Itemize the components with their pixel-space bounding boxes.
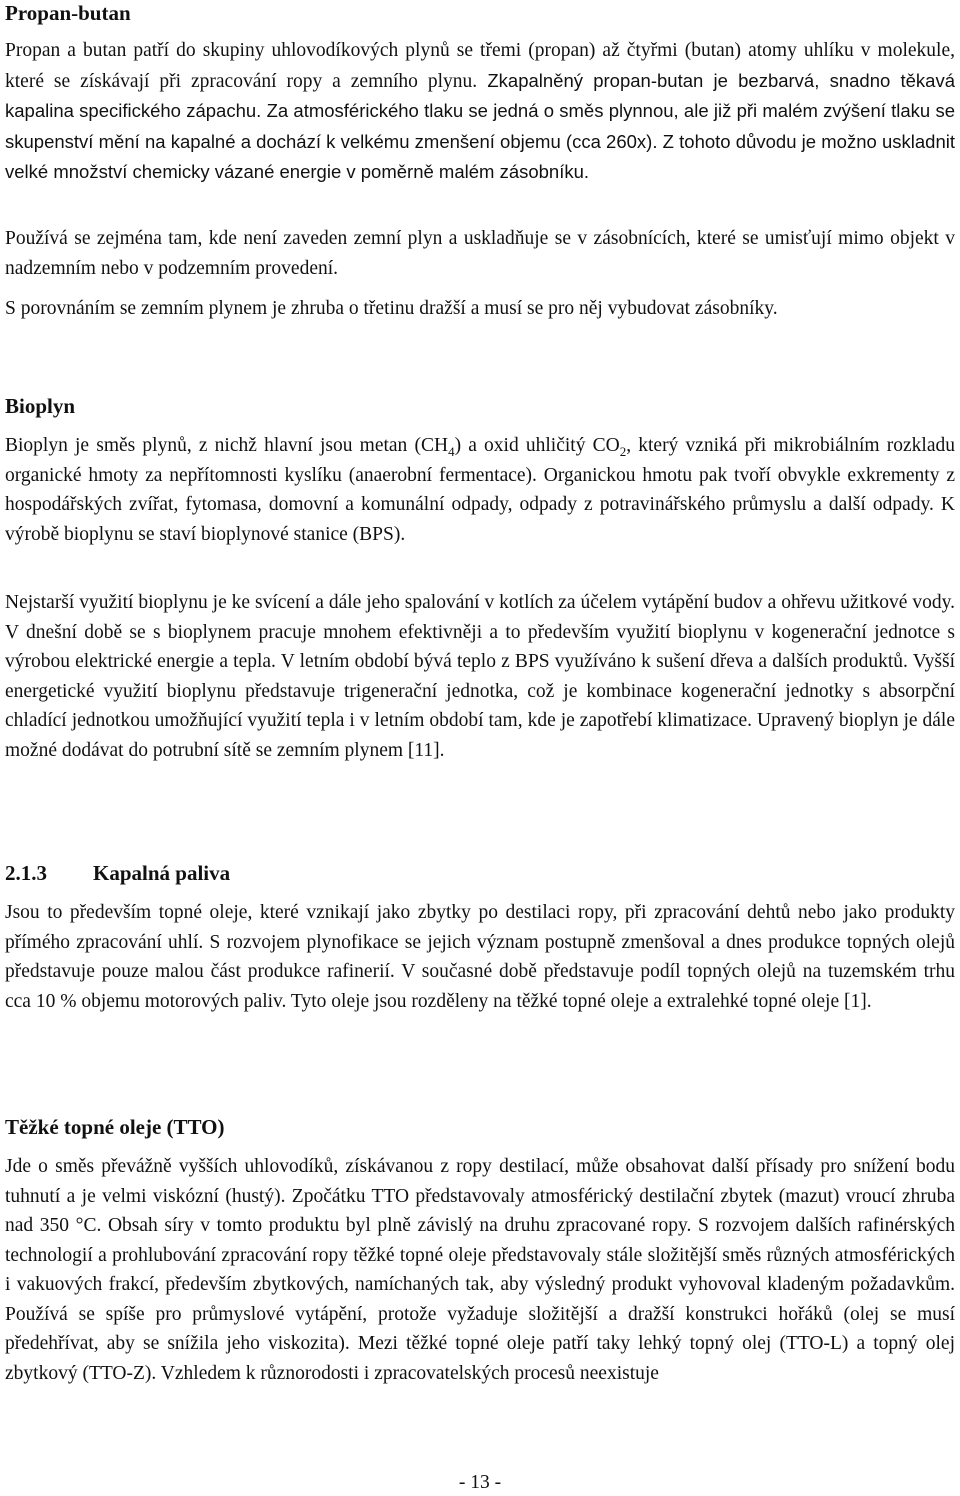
p1-sentence-3: Za atmosférického tlaku se jedná o směs plynnou, ale již při malém zvýšení tlaku se skupenství mění na kapalné a dochází k velkému zmenšení objemu (cca 260x).	[5, 100, 955, 152]
p1-sentence-4: Z tohoto důvodu je možno uskladnit velké množství chemicky vázané energie v poměrně malém zásobníku.	[5, 130, 955, 182]
section-paragraph-1: Jsou to především topné oleje, které vznikají jako zbytky po destilaci ropy, při zpracování dehtů nebo jako produkty přímého zpracování uhlí. S rozvojem plynofikace se jejich význam postupně zmenšoval a dnes produkce topných olejů představuje pouze malou část produkce rafinerií. V současné době představuje podíl topných olejů na tuzemském trhu cca 10 % objemu motorových paliv. Tyto oleje jsou rozděleny na těžké topné oleje a extralehké topné oleje [1].	[5, 902, 955, 1012]
p1-sentence-1: Propan a butan patří do skupiny uhlovodíkových plynů se třemi (propan) až čtyřmi (butan) atomy uhlíku v molekule, které se získávají při zpracování ropy a zemního plynu.	[5, 40, 955, 92]
page-number: - 13 -	[458, 1472, 502, 1493]
section-heading	[5, 860, 955, 886]
bioplyn-heading: Bioplyn	[5, 394, 76, 418]
section-number: 2.1.3	[5, 861, 47, 885]
bioplyn-paragraph-1: Bioplyn je směs plynů, z nichž hlavní jsou metan $(CH_4)$ a oxid uhličitý $CO_2$, který vzniká při mikrobiálním rozkladu organické hmoty za nepřítomnosti kyslíku (anaerobní fermentace). Organickou hmotu pak tvoří obvykle exkrementy z hospodářských zvířat, fytomasa, domovní a komunální odpady, odpady z potravinářského průmyslu a další odpady. K výrobě bioplynu se staví bioplynové stanice (BPS).	[5, 435, 955, 545]
propan-butan-paragraph-3: S porovnáním se zemním plynem je zhruba o třetinu dražší a musí se pro něj vybudovat zásobníky.	[5, 298, 778, 319]
propan-butan-paragraph-2: Používá se zejména tam, kde není zaveden zemní plyn a uskladňuje se v zásobnících, které se umisťují mimo objekt v nadzemním nebo v podzemním provedení.	[5, 228, 955, 279]
p1-sentence-2: Zkapalněný propan-butan je bezbarvá, snadno těkavá kapalina specifického zápachu.	[5, 69, 955, 121]
tto-paragraph-1: Jde o směs převážně vyšších uhlovodíků, získávanou z ropy destilací, může obsahovat další přísady pro snížení bodu tuhnutí a je velmi viskózní (hustý). Zpočátku TTO představovaly atmosférický destilační zbytek (mazut) vroucí zhruba nad 350 °C. Obsah síry v tomto produktu byl plně závislý na druhu zpracované ropy. S rozvojem dalších rafinérských technologií a prohlubování zpracování ropy těžké topné oleje představovaly stále složitější směs různých atmosférických i vakuových frakcí, především zbytkových, namíchaných tak, aby výsledný produkt vyhovoval kladeným požadavkům. Používá se spíše pro průmyslové vytápění, protože vyžaduje složitější a dražší konstrukci hořáků (olej se musí předehřívat, aby se snížila jeho viskozita). Mezi těžké topné oleje patří taky lehký topný olej (TTO-L) a topný olej zbytkový (TTO-Z). Vzhledem k různorodosti i zpracovatelských procesů neexistuje	[5, 1156, 955, 1384]
propan-butan-heading: Propan-butan	[5, 1, 131, 25]
propan-butan-paragraph-1	[5, 36, 955, 188]
section-title: Kapalná paliva	[93, 861, 231, 885]
bioplyn-paragraph-2: Nejstarší využití bioplynu je ke svícení a dále jeho spalování v kotlích za účelem vytápění budov a ohřevu užitkové vody. V dnešní době se s bioplynem pracuje mnohem efektivněji a to především využití bioplynu v kogenerační jednotce s výrobou elektrické energie a tepla. V letním období bývá teplo z BPS využíváno k sušení dřeva a dalších produktů. Vyšší energetické využití bioplynu představuje trigenerační jednotka, což je kombinace kogenerační jednotky s absorpční chladící jednotkou umožňující využití tepla i v letním období tam, kde je zapotřebí klimatizace. Upravený bioplyn je dále možné dodávat do potrubní sítě se zemním plynem [11].	[5, 592, 955, 761]
tto-heading: Těžké topné oleje (TTO)	[5, 1115, 225, 1139]
